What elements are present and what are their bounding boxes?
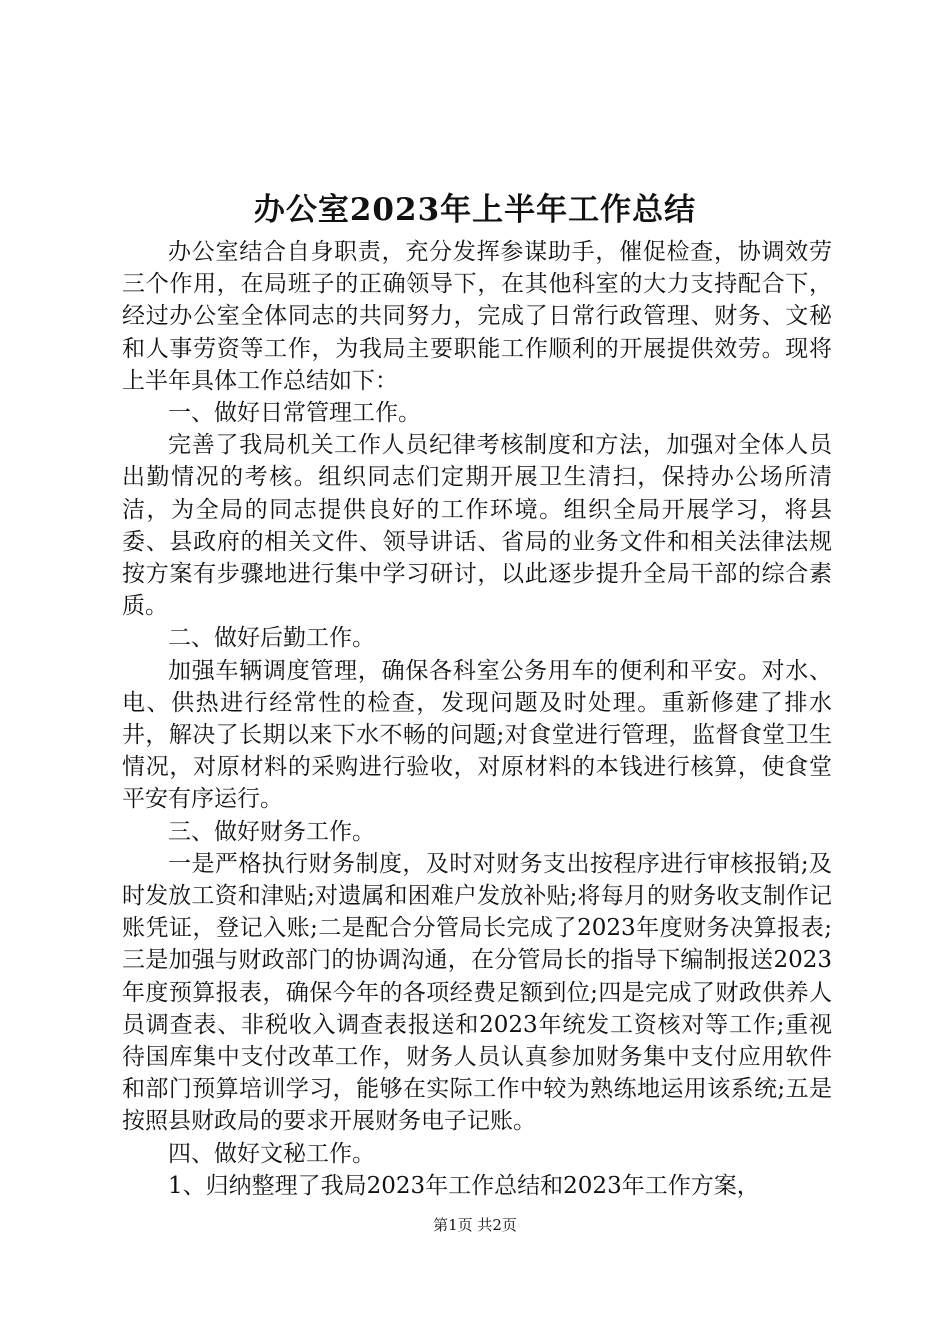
section-heading-1: 一、做好日常管理工作。 (168, 400, 421, 427)
section-heading-4: 四、做好文秘工作。 (168, 1140, 375, 1167)
document-title: 办公室2023年上半年工作总结 (253, 192, 697, 228)
page-number-footer: 第1页 共2页 (433, 1216, 517, 1234)
paragraph-finance: 一是严格执行财务制度，及时对财务支出按程序进行审核报销;及时发放工资和津贴;对遗属和困难户发放补贴;将每月的财务收支制作记账凭证，登记入账;二是配合分管局长完成了2023年度财务决算报表;三是加强与财政部门的协调沟通，在分管局长的指导下编制报送2023年度预算报表，确保今年的各项经费足额到位;四是完成了财政供养人员调查表、非税收入调查表报送和2023年统发工资核对等工作;重视待国库集中支付改革工作，财务人员认真参加财务集中支付应用软件和部门预算培训学习，能够在实际工作中较为熟练地运用该系统;五是按照县财政局的要求开展财务电子记账。 (122, 850, 832, 1135)
paragraph-secretarial-1: 1、归纳整理了我局2023年工作总结和2023年工作方案， (168, 1172, 760, 1199)
paragraph-intro: 办公室结合自身职责，充分发挥参谋助手，催促检查，协调效劳三个作用，在局班子的正确领导下，在其他科室的大力支持配合下，经过办公室全体同志的共同努力，完成了日常行政管理、财务、文秘和人事劳资等工作，为我局主要职能工作顺利的开展提供效劳。现将上半年具体工作总结如下： (122, 239, 832, 394)
paragraph-logistics: 加强车辆调度管理，确保各科室公务用车的便利和平安。对水、电、供热进行经常性的检查，发现问题及时处理。重新修建了排水井，解决了长期以来下水不畅的问题;对食堂进行管理，监督食堂卫生情况，对原材料的采购进行验收，对原材料的本钱进行核算，使食堂平安有序运行。 (122, 657, 832, 813)
section-heading-3: 三、做好财务工作。 (168, 818, 375, 845)
paragraph-daily-management: 完善了我局机关工作人员纪律考核制度和方法，加强对全体人员出勤情况的考核。组织同志们定期开展卫生清扫，保持办公场所清洁，为全局的同志提供良好的工作环境。组织全局开展学习，将县委、县政府的相关文件、领导讲话、省局的业务文件和相关法律法规按方案有步骤地进行集中学习研讨，以此逐步提升全局干部的综合素质。 (122, 432, 832, 620)
document-body (122, 236, 832, 1202)
section-heading-2: 二、做好后勤工作。 (168, 625, 375, 652)
